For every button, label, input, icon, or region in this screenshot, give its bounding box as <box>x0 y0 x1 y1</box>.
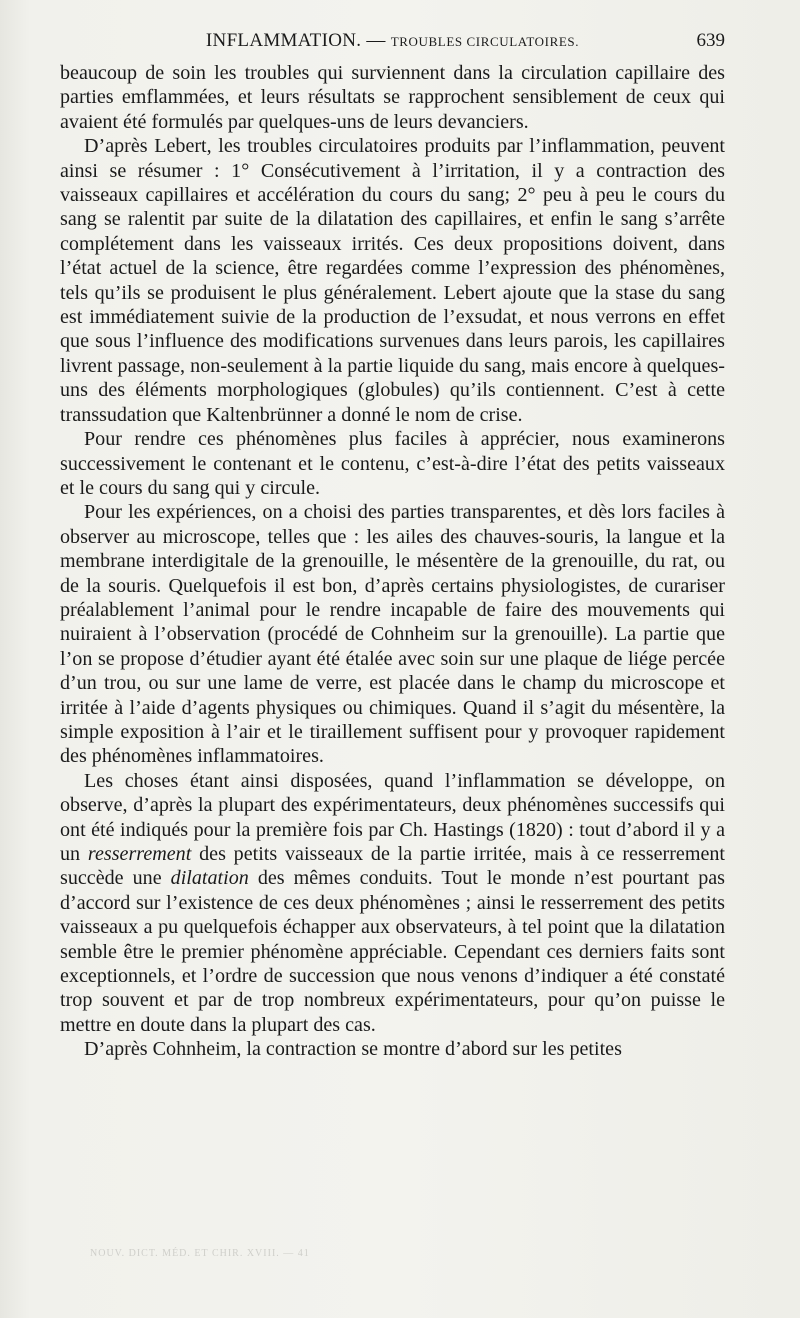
paragraph <box>60 61 725 134</box>
text-run: Pour les expériences, on a choisi des parties transparentes, et dès lors faciles à observer au microscope, telles que : les ailes des chauves-souris, la langue et la membrane interdigitale de la grenouille, le mésentère de la grenouille, du rat, ou de la souris. Quelquefois il est bon, d’après certains physiologistes, de curariser préalablement l’animal pour le rendre incapable de faire des mouvements qui nuiraient à l’observation (procédé de Cohnheim sur la grenouille). La partie que l’on se propose d’étudier ayant été étalée avec soin sur une plaque de liége percée d’un trou, ou sur une lame de verre, est placée dans le champ du microscope et irritée à l’aide d’agents physiques ou chimiques. Quand il s’agit du mésentère, la simple exposition à l’air et le tiraillement suffisent pour y provoquer rapidement des phénomènes inflammatoires. <box>60 501 725 768</box>
paragraph <box>60 134 725 427</box>
text-run: beaucoup de soin les troubles qui surviennent dans la circulation capillaire des parties emflammées, et leurs résultats se rapprochent sensiblement de ceux qui avaient été formulés par quelques-uns de leurs devanciers. <box>60 62 725 133</box>
italic-term: dilatation <box>170 867 249 890</box>
running-title <box>60 30 725 52</box>
text-run: Les choses étant ainsi disposées, quand l’inflammation se développe, on observe, d’après la plupart des expérimentateurs, deux phénomènes successifs qui ont été indiqués pour la première fois par Ch. Hastings (1820) : tout d’abord il y a un <box>60 769 725 865</box>
running-header <box>60 30 725 56</box>
bleed-through-footer: NOUV. DICT. MÉD. ET CHIR. XVIII. — 41 <box>90 1248 310 1259</box>
text-run: des mêmes conduits. Tout le monde n’est pourtant pas d’accord sur l’existence de ces deux phénomènes ; ainsi le resserrement des petits vaisseaux a pu quelquefois échapper aux observateurs, à tel point que la dilatation semble être le premier phénomène appréciable. Cependant ces derniers faits sont exceptionnels, et l’ordre de succession que nous venons d’indiquer a été constaté trop souvent et par de trop nombreux expérimentateurs, pour qu’on puisse le mettre en doute dans la plupart des cas. <box>60 867 725 1036</box>
page-number: 639 <box>696 30 725 51</box>
text-run: D’après Cohnheim, la contraction se montre d’abord sur les petites <box>84 1038 622 1061</box>
paragraph <box>60 427 725 500</box>
body-text <box>60 61 725 1062</box>
paragraph <box>60 1037 725 1061</box>
italic-term: resserrement <box>87 843 192 865</box>
paragraph <box>60 500 725 768</box>
running-title-sub: TROUBLES CIRCULATOIRES. <box>390 34 580 49</box>
text-run: Pour rendre ces phénomènes plus faciles à apprécier, nous examinerons successivement le contenant et le contenu, c’est-à-dire l’état des petits vaisseaux et le cours du sang qui y circule. <box>60 428 725 499</box>
paragraph <box>60 769 725 1037</box>
text-run: des petits vaisseaux de la partie irritée, mais à ce resserrement succède une <box>60 843 725 890</box>
running-title-main: INFLAMMATION. — <box>205 30 386 51</box>
text-run: D’après Lebert, les troubles circulatoires produits par l’inflammation, peuvent ainsi se résumer : 1° Consécutivement à l’irritation, il y a contraction des vaisseaux capillaires et accélération du cours du sang; 2° peu à peu le cours du sang se ralentit par suite de la dilatation des capillaires, et enfin le sang s’arrête complétement dans les vaisseaux irrités. Ces deux propositions doivent, dans l’état actuel de la science, être regardées comme l’expression des phénomènes, tels qu’ils se produisent le plus généralement. Lebert ajoute que la stase du sang est immédiatement suivie de la production de l’exsudat, et nous verrons en effet que sous l’influence des modifications survenues dans leurs parois, les capillaires livrent passage, non-seulement à la partie liquide du sang, mais encore à quelques-uns des éléments morphologiques (globules) qu’ils contiennent. C’est à cette transsudation que Kaltenbrünner a donné le nom de crise. <box>60 135 725 426</box>
